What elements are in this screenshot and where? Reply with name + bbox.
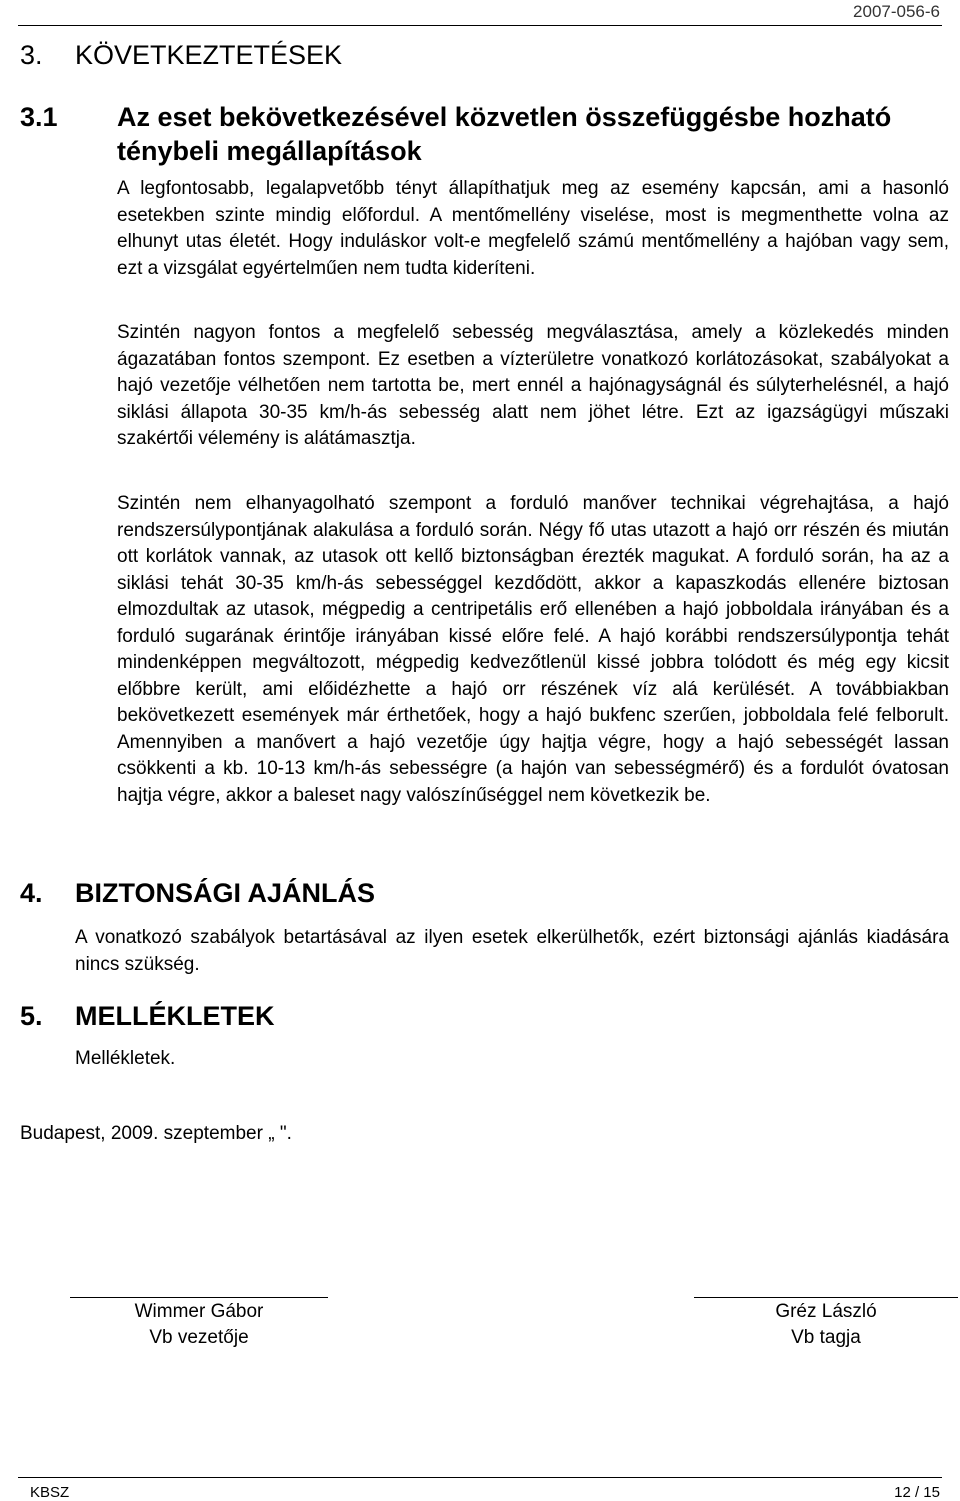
section-5-heading	[20, 1001, 275, 1032]
signatory-name: Gréz László	[775, 1301, 877, 1322]
document-id: 2007-056-6	[853, 2, 940, 21]
paragraph-safety-recommendation: A vonatkozó szabályok betartásával az ilyen esetek elkerülhetők, ezért biztonsági ajánlás kiadására nincs szükség.	[75, 927, 949, 975]
section-3-1-number: 3.1	[20, 102, 58, 132]
section-3-heading	[20, 40, 342, 71]
footer-rule	[18, 1477, 942, 1478]
signature-line-2	[694, 1297, 958, 1298]
header-rule	[18, 25, 942, 26]
signature-block-2	[694, 1299, 958, 1351]
section-3-1-heading	[20, 100, 950, 168]
section-4-title: BIZTONSÁGI AJÁNLÁS	[75, 878, 376, 908]
footer-organization: KBSZ	[30, 1484, 70, 1501]
section-4-number: 4.	[20, 878, 43, 908]
attachments-text: Mellékletek.	[75, 1048, 176, 1069]
footer-page-number: 12 / 15	[894, 1484, 940, 1501]
section-3-number: 3.	[20, 40, 43, 70]
section-3-title: KÖVETKEZTETÉSEK	[75, 40, 343, 70]
paragraph-life-jacket: A legfontosabb, legalapvetőbb tényt állapíthatjuk meg az esemény kapcsán, ami a hasonló esetekben szinte mindig előfordul. A mentőmellény viselése, most is megmenthette volna az elhunyt utas életét. Hogy induláskor volt-e megfelelő számú mentőmellény a hajóban vagy sem, ezt a vizsgálat egyértelműen nem tudta kideríteni.	[117, 178, 949, 279]
signature-line-1	[70, 1297, 328, 1298]
place-and-date: Budapest, 2009. szeptember „ ".	[20, 1123, 292, 1144]
signatory-role: Vb vezetője	[149, 1327, 249, 1348]
signature-block-1	[70, 1299, 328, 1351]
section-5-number: 5.	[20, 1001, 43, 1031]
paragraph-maneuver: Szintén nem elhanyagolható szempont a forduló manőver technikai végrehajtása, a hajó rendszersúlypontjának alakulása a forduló során. Négy fő utas utazott a hajó orr részén és miután ott korlátok vannak, az utasok ott kellő biztonságban érezték magukat. A forduló során, ha az a siklási tehát 30-35 km/h-ás sebességgel kezdődött, akkor a kapaszkodás ellenére biztosan elmozdultak az utasok, mégpedig a centripetális erő ellenében a hajó jobboldala irányában és a forduló sugarának érintője irányában kissé előre felé. A hajó korábbi rendszersúlypontja tehát mindenképpen megváltozott, mégpedig kedvezőtlenül kissé jobbra tolódott és még egy kicsit előbbre került, ami előidézhette a hajó orr részének víz alá kerülését. A továbbiakban bekövetkezett események már érthetőek, hogy a hajó bukfenc szerűen, jobboldala felé felborult. Amennyiben a manővert a hajó vezetője úgy hajtja végre, hogy a hajó sebességét lassan csökkenti a kb. 10-13 km/h-ás sebességre (a hajón van sebességmérő) és a fordulót óvatosan hajtja végre, akkor a baleset nagy valószínűséggel nem következik be.	[117, 493, 949, 806]
section-3-1-title: Az eset bekövetkezésével közvetlen összefüggésbe hozható ténybeli megállapítások	[117, 102, 892, 166]
paragraph-speed: Szintén nagyon fontos a megfelelő sebesség megválasztása, amely a közlekedés minden ágazatában fontos szempont. Ez esetben a vízterületre vonatkozó korlátozásokat, szabályokat a hajó vezetője vélhetően nem tartotta be, mert ennél a hajónagyságnál és súlyterhelésnél, a hajó siklási állapota 30-35 km/h-ás sebesség alatt nem jöhet létre. Ezt az igazságügyi műszaki szakértői vélemény is alátámasztja.	[117, 322, 949, 449]
signatory-name: Wimmer Gábor	[134, 1301, 264, 1322]
section-5-title: MELLÉKLETEK	[75, 1001, 275, 1031]
section-4-heading	[20, 878, 375, 909]
signatory-role: Vb tagja	[791, 1327, 861, 1348]
